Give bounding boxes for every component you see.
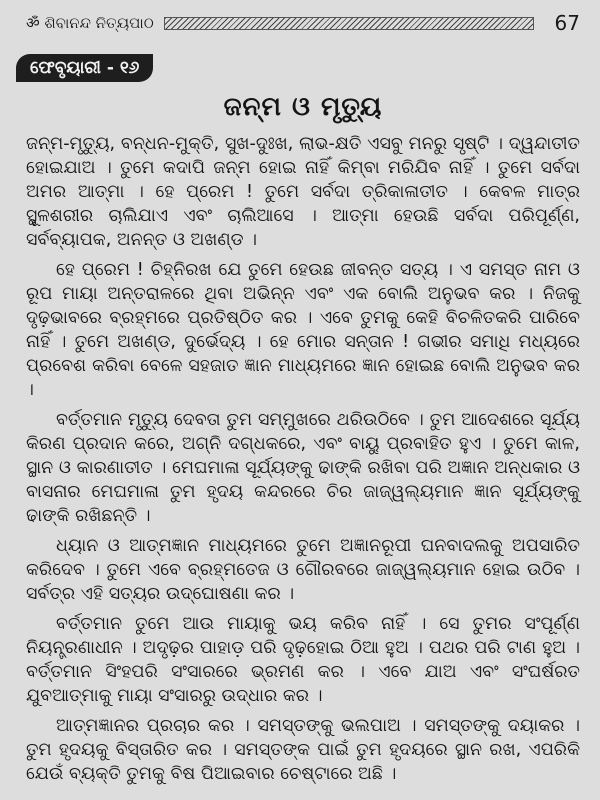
- body-text: [26, 132, 580, 786]
- paragraph-3: ବର୍ତ୍ତମାନ ମୃତ୍ୟୁ ଦେବତା ତୁମ ସମ୍ମୁଖରେ ଥରିଉଠିବେ । ତୁମ ଆଦେଶରେ ସୂର୍ଯ୍ୟ କିରଣ ପ୍ରଦାନ କରେ, ଅଗ୍ନି ଦଗ୍ଧକରେ, ଏବଂ ବାୟୁ ପ୍ରବାହିତ ହୁଏ । ତୁମେ କାଳ, ସ୍ଥାନ ଓ କାରଣାତୀତ । ମେଘମାଳା ସୂର୍ଯ୍ୟଙ୍କୁ ଢାଙ୍କି ରଖିବା ପରି ଅଜ୍ଞାନ ଅନ୍ଧକାର ଓ ବାସନାର ମେଘମାଳା ତୁମ ହୃଦୟ କନ୍ଦରରେ ଚିର ଜାଜ୍ୱଲ୍ୟମାନ ଜ୍ଞାନ ସୂର୍ଯ୍ୟଙ୍କୁ ଢାଙ୍କି ରଖିଛନ୍ତି ।: [26, 410, 580, 526]
- paragraph-4: ଧ୍ୟାନ ଓ ଆତ୍ମଜ୍ଞାନ ମାଧ୍ୟମରେ ତୁମେ ଅଜ୍ଞାନରୂପୀ ଘନବାଦଲକୁ ଅପସାରିତ କରିଦେବ । ତୁମେ ଏବେ ବ୍ରହ୍ମତେଜ ଓ ଗୌରବରେ ଜାଜ୍ୱଲ୍ୟମାନ ହୋଇ ଉଠିବ । ସର୍ବତ୍ର ଏହି ସତ୍ୟର ଉଦ୍‌ଘୋଷଣା କର ।: [26, 536, 580, 604]
- date-row: [26, 54, 580, 88]
- decorative-hatch-rule: [164, 17, 534, 30]
- paragraph-6: ଆତ୍ମଜ୍ଞାନର ପ୍ରଚାର କର । ସମସ୍ତଙ୍କୁ ଭଲପାଅ । ସମସ୍ତଙ୍କୁ ଦୟାକର । ତୁମ ହୃଦୟକୁ ବିସ୍ତାରିତ କର । ସମସ୍ତଙ୍କ ପାଇଁ ତୁମ ହୃଦୟରେ ସ୍ଥାନ ରଖ, ଏପରିକି ଯେଉଁ ବ୍ୟକ୍ତି ତୁମକୁ ବିଷ ପିଆଇବାର ଚେଷ୍ଟାରେ ଅଛି ।: [26, 716, 580, 784]
- paragraph-5: ବର୍ତ୍ତମାନ ତୁମେ ଆଉ ମାୟାକୁ ଭୟ କରିବ ନାହିଁ । ସେ ତୁମର ସଂପୂର୍ଣ୍ଣ ନିୟନ୍ତ୍ରଣାଧୀନ । ଅଦୃଢ଼ର ପାହାଡ଼ ପରି ଦୃଢ଼ହୋଇ ଠିଆ ହୁଅ । ପଥର ପରି ଟାଣ ହୁଅ । ବର୍ତ୍ତମାନ ସିଂହପରି ସଂସାରରେ ଭ୍ରମଣ କର । ଏବେ ଯାଅ ଏବଂ ସଂଘର୍ଷରତ ଯୁବଆତ୍ମାକୁ ମାୟା ସଂସାରରୁ ଉଦ୍ଧାର କର ।: [26, 614, 580, 706]
- running-title: ॐ ଶିବାନନ୍ଦ ନିତ୍ୟପାଠ: [26, 14, 154, 32]
- date-badge: ଫେବୃୟାରୀ - ୧୬: [16, 54, 153, 82]
- running-head: [26, 8, 580, 38]
- chapter-heading: ଜନ୍ମ ଓ ମୃତ୍ୟୁ: [223, 92, 383, 122]
- page-number: 67: [554, 11, 580, 35]
- paragraph-1: ଜନ୍ମ-ମୃତ୍ୟୁ, ବନ୍ଧନ-ମୁକ୍ତି, ସୁଖ-ଦୁଃଖ, ଲାଭ-କ୍ଷତି ଏସବୁ ମନରୁ ସୃଷ୍ଟି । ଦ୍ୱନ୍ଦାତୀତ ହୋଇଯାଅ । ତୁମେ କଦାପି ଜନ୍ମ ହୋଇ ନାହିଁ କିମ୍ବା ମରିଯିବ ନାହିଁ । ତୁମେ ସର୍ବଦା ଅମର ଆତ୍ମା । ହେ ପ୍ରେମ ! ତୁମେ ସର୍ବଦା ତ୍ରିକାଳାତୀତ । କେବଳ ମାତ୍ର ସ୍ଥୂଳଶରୀର ଚାଲିଯାଏ ଏବଂ ଚାଲିଆସେ । ଆତ୍ମା ହେଉଛି ସର୍ବଦା ପରିପୂର୍ଣ୍ଣ, ସର୍ବବ୍ୟାପକ, ଅନନ୍ତ ଓ ଅଖଣ୍ଡ ।: [26, 134, 580, 250]
- paragraph-2: ହେ ପ୍ରେମ ! ଚିହ୍ନିରଖ ଯେ ତୁମେ ହେଉଛ ଜୀବନ୍ତ ସତ୍ୟ । ଏ ସମସ୍ତ ନାମ ଓ ରୂପ ମାୟା ଅନ୍ତରାଳରେ ଥିବା ଅଭିନ୍ନ ଏବଂ ଏକ ବୋଲି ଅନୁଭବ କର । ନିଜକୁ ଦୃଢ଼ଭାବରେ ବ୍ରହ୍ମରେ ପ୍ରତିଷ୍ଠିତ କର । ଏବେ ତୁମକୁ କେହି ବିଚଳିତକରି ପାରିବେ ନାହିଁ । ତୁମେ ଅଖଣ୍ଡ, ଦୁର୍ଭେଦ୍ୟ । ହେ ମୋର ସନ୍ତାନ ! ଗଭୀର ସମାଧି ମଧ୍ୟରେ ପ୍ରବେଶ କରିବା ବେଳେ ସହଜାତ ଜ୍ଞାନ ମାଧ୍ୟମରେ ଜ୍ଞାନ ହୋଇଛ ବୋଲି ଅନୁଭବ କର ।: [26, 260, 580, 400]
